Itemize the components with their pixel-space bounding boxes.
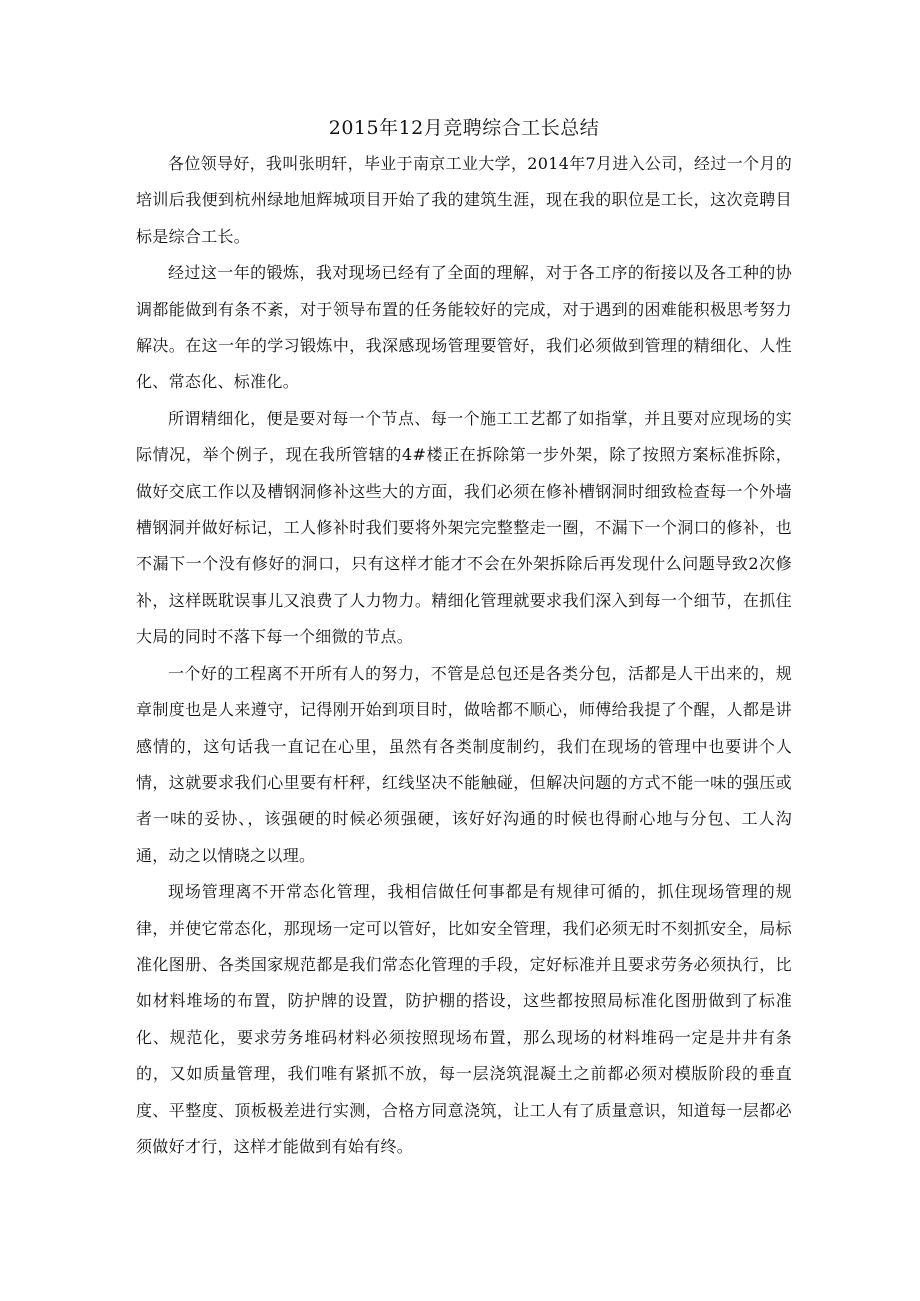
paragraph-year-review: 经过这一年的锻炼，我对现场已经有了全面的理解，对于各工序的衔接以及各工种的协调都能做到有条不紊，对于领导布置的任务能较好的完成，对于遇到的困难能积极思考努力解决。在这一年的学习锻炼中，我深感现场管理要管好，我们必须做到管理的精细化、人性化、常态化、标准化。	[136, 263, 792, 392]
paragraph-normalization: 现场管理离不开常态化管理，我相信做任何事都是有规律可循的，抓住现场管理的规律，并使它常态化，那现场一定可以管好，比如安全管理，我们必须无时不刻抓安全，局标准化图册、各类国家规范都是我们常态化管理的手段，定好标准并且要求劳务必须执行，比如材料堆场的布置，防护牌的设置，防护棚的搭设，这些都按照局标准化图册做到了标准化、规范化，要求劳务堆码材料必须按照现场布置，那么现场的材料堆码一定是井井有条的，又如质量管理，我们唯有紧抓不放，每一层浇筑混凝土之前都必须对模版阶段的垂直度、平整度、顶板极差进行实测，合格方同意浇筑，让工人有了质量意识，知道每一层都必须做好才行，这样才能做到有始有终。	[136, 882, 792, 1156]
paragraph-humanization: 一个好的工程离不开所有人的努力，不管是总包还是各类分包，活都是人干出来的，规章制度也是人来遵守，记得刚开始到项目时，做啥都不顺心，师傅给我提了个醒，人都是讲感情的，这句话我一直记在心里，虽然有各类制度制约，我们在现场的管理中也要讲个人情，这就要求我们心里要有杆秤，红线坚决不能触碰，但解决问题的方式不能一味的强压或者一味的妥协、，该强硬的时候必须强硬，该好好沟通的时候也得耐心地与分包、工人沟通，动之以情晓之以理。	[136, 663, 792, 865]
document-title: 2015年12月竞聘综合工长总结	[328, 117, 600, 139]
paragraph-introduction: 各位领导好，我叫张明轩，毕业于南京工业大学，2014年7月进入公司，经过一个月的培训后我便到杭州绿地旭辉城项目开始了我的建筑生涯，现在我的职位是工长，这次竞聘目标是综合工长。	[136, 154, 792, 246]
document-body	[136, 110, 792, 1165]
paragraph-refinement: 所谓精细化，便是要对每一个节点、每一个施工工艺都了如指掌，并且要对应现场的实际情况，举个例子，现在我所管辖的4#楼正在拆除第一步外架，除了按照方案标准拆除，做好交底工作以及槽钢洞修补这些大的方面，我们必须在修补槽钢洞时细致检查每一个外墙槽钢洞并做好标记，工人修补时我们要将外架完完整整走一圈，不漏下一个洞口的修补，也不漏下一个没有修好的洞口，只有这样才能才不会在外架拆除后再发现什么问题导致2次修补，这样既耽误事儿又浪费了人力物力。精细化管理就要求我们深入到每一个细节，在抓住大局的同时不落下每一个细微的节点。	[136, 408, 792, 647]
